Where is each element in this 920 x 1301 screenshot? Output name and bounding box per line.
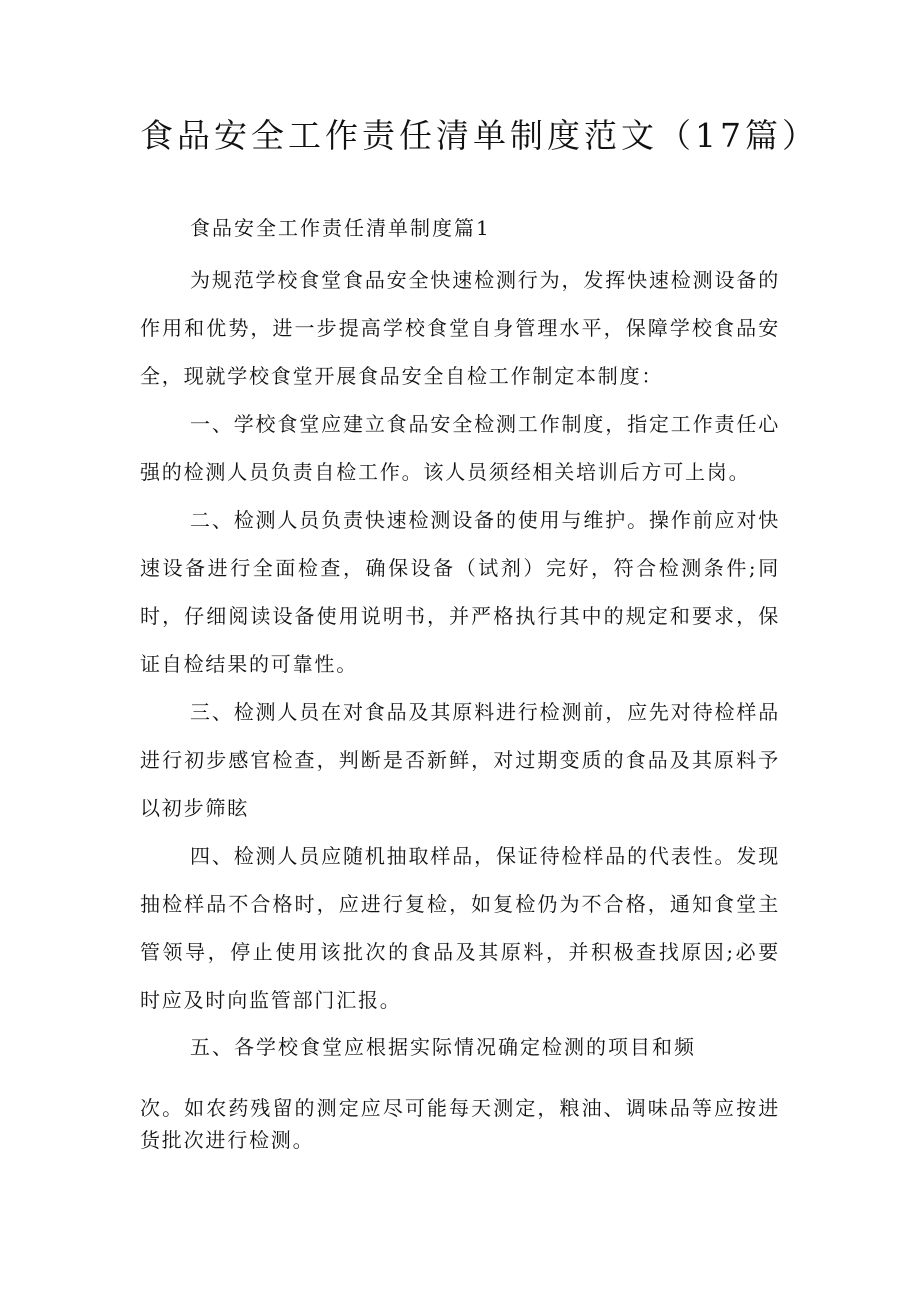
paragraph-item-4: 四、检测人员应随机抽取样品，保证待检样品的代表性。发现抽检样品不合格时，应进行复检，如复检仍为不合格，通知食堂主管领导，停止使用该批次的食品及其原料，并积极查找原因;必要时应及时向监管部门汇报。 <box>140 844 780 1012</box>
paragraph-item-2: 二、检测人员负责快速检测设备的使用与维护。操作前应对快速设备进行全面检查，确保设备（试剂）完好，符合检测条件;同时，仔细阅读设备使用说明书，并严格执行其中的规定和要求，保证自检结果的可靠性。 <box>140 508 780 676</box>
paragraph-item-5-continued: 次。如农药残留的测定应尽可能每天测定，粮油、调味品等应按进货批次进行检测。 <box>140 1096 780 1152</box>
paragraph-item-3: 三、检测人员在对食品及其原料进行检测前，应先对待检样品进行初步感官检查，判断是否新鲜，对过期变质的食品及其原料予以初步筛眩 <box>140 700 780 820</box>
paragraph-item-1: 一、学校食堂应建立食品安全检测工作制度，指定工作责任心强的检测人员负责自检工作。该人员须经相关培训后方可上岗。 <box>140 412 780 484</box>
paragraph-intro: 为规范学校食堂食品安全快速检测行为，发挥快速检测设备的作用和优势，进一步提高学校食堂自身管理水平，保障学校食品安全，现就学校食堂开展食品安全自检工作制定本制度： <box>140 268 780 388</box>
section-heading: 食品安全工作责任清单制度篇1 <box>190 216 491 240</box>
document-title: 食品安全工作责任清单制度范文（17篇） <box>140 116 819 155</box>
paragraph-item-5-first-line: 五、各学校食堂应根据实际情况确定检测的项目和频 <box>190 1035 696 1059</box>
